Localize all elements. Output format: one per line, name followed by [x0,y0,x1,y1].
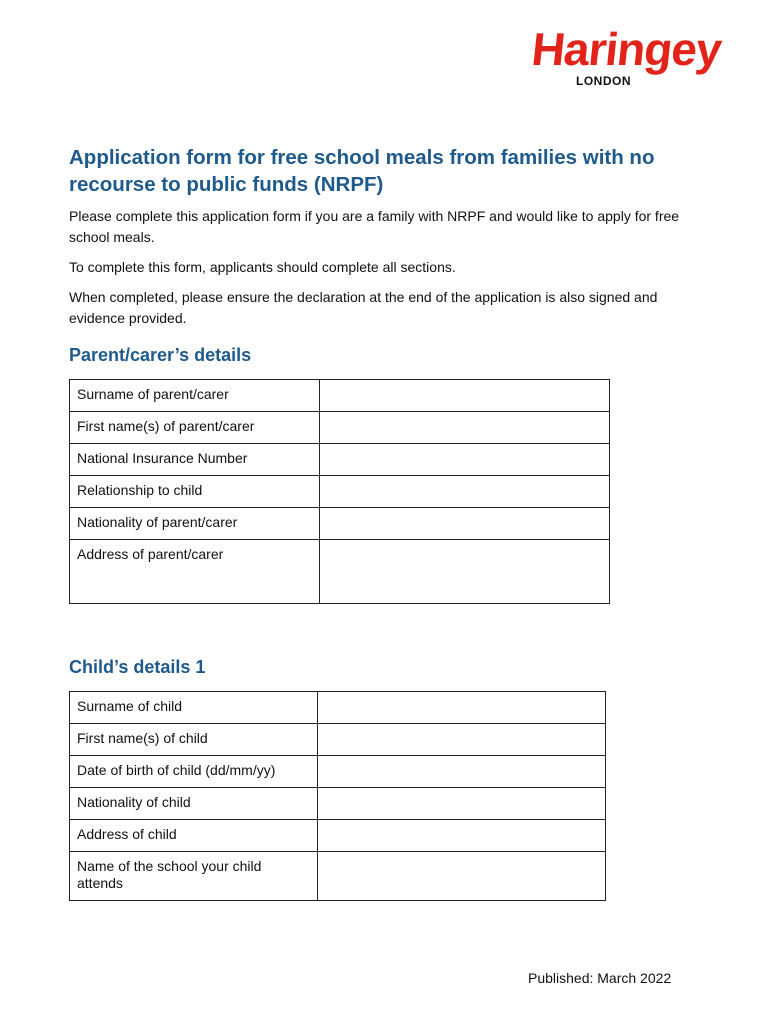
logo-wordmark: Haringey [529,23,724,75]
parent-nationality-field[interactable] [319,508,609,540]
table-row [70,820,606,852]
parent-first-names-field[interactable] [319,412,609,444]
table-row [70,412,610,444]
table-row [70,444,610,476]
parent-section-heading: Parent/carer’s details [69,345,252,365]
table-row [70,508,610,540]
field-label: Date of birth of child (dd/mm/yy) [70,756,318,788]
parent-details-table [69,379,610,604]
intro-paragraph-2: To complete this form, applicants should complete all sections. [69,259,456,275]
relationship-field[interactable] [319,476,609,508]
table-row [70,380,610,412]
child-details-table [69,691,606,901]
national-insurance-field[interactable] [319,444,609,476]
table-row [70,852,606,901]
table-row [70,692,606,724]
table-row [70,788,606,820]
child-nationality-field[interactable] [317,788,605,820]
field-label: Relationship to child [70,476,320,508]
parent-surname-field[interactable] [319,380,609,412]
field-label: First name(s) of parent/carer [70,412,320,444]
child-address-field[interactable] [317,820,605,852]
field-label: First name(s) of child [70,724,318,756]
field-label: Surname of child [70,692,318,724]
intro-paragraph-1: Please complete this application form if you are a family with NRPF and would like to apply for free school meals. [69,208,680,245]
child-section-heading: Child’s details 1 [69,657,206,677]
table-row [70,540,610,604]
field-label: Address of child [70,820,318,852]
field-label: Nationality of parent/carer [70,508,320,540]
field-label: National Insurance Number [70,444,320,476]
haringey-logo [529,22,724,92]
school-name-field[interactable] [317,852,605,901]
field-label: Address of parent/carer [70,540,320,604]
parent-address-field[interactable] [319,540,609,604]
table-row [70,476,610,508]
child-dob-field[interactable] [317,756,605,788]
table-row [70,756,606,788]
intro-paragraph-3: When completed, please ensure the declaration at the end of the application is also signed and evidence provided. [69,289,658,326]
field-label: Surname of parent/carer [70,380,320,412]
field-label: Nationality of child [70,788,318,820]
logo-subtitle: LONDON [576,74,631,88]
field-label: Name of the school your child attends [70,852,318,901]
child-surname-field[interactable] [317,692,605,724]
table-row [70,724,606,756]
page-title: Application form for free school meals from families with no recourse to public funds (NRPF) [69,146,655,196]
child-first-names-field[interactable] [317,724,605,756]
published-date: Published: March 2022 [528,970,672,986]
